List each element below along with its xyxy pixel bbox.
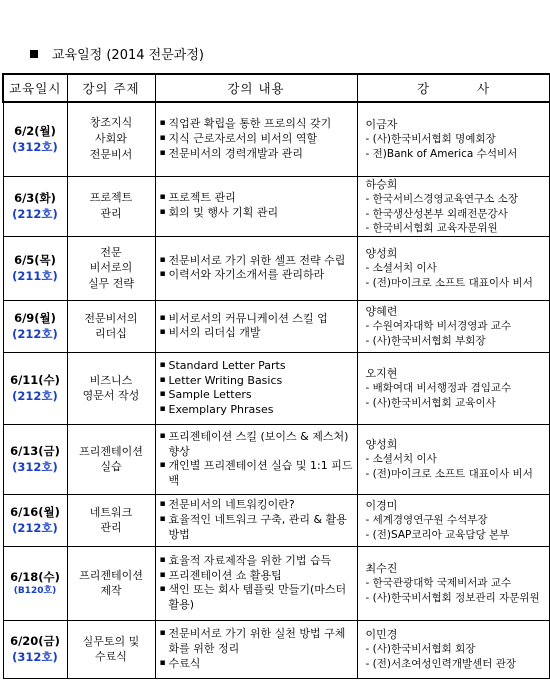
instructor-name: 오지현 <box>365 367 398 381</box>
date-cell <box>3 176 67 236</box>
instructor-name: 양혜련 <box>365 305 398 319</box>
date-text: 6/18(수) <box>10 569 60 584</box>
instructor-description: - (사)한국비서협회 회장 <box>365 643 476 656</box>
topic-cell <box>67 176 155 236</box>
content-item: ▪ Letter Writing Basics <box>160 374 354 389</box>
topic-cell <box>67 102 155 176</box>
topic-cell <box>67 236 155 300</box>
instructor-description: - (전)마이크로 소프트 대표이사 비서 <box>365 277 533 290</box>
header-content: 강의 내용 <box>155 74 357 102</box>
topic-cell <box>67 620 155 678</box>
schedule-table <box>2 73 550 679</box>
section-title: 교육일정 (2014 전문과정) <box>52 48 204 63</box>
topic-cell <box>67 424 155 494</box>
content-list <box>160 254 354 284</box>
date-text: 6/5(목) <box>14 252 56 267</box>
square-bullet-icon <box>30 50 38 58</box>
content-cell <box>155 236 357 300</box>
content-cell <box>155 300 357 352</box>
content-item: ▪ 개인별 프리젠테이션 실습 및 1:1 피드백 <box>160 459 354 489</box>
content-cell <box>155 494 357 546</box>
room-text: (312호) <box>12 650 58 665</box>
content-item: ▪ 효율적인 네트워크 구축, 관리 & 활용 방법 <box>160 513 354 543</box>
instructor-description: - 한국관광대학 국제비서과 교수 <box>365 577 512 590</box>
topic-cell <box>67 300 155 352</box>
instructor-cell <box>357 352 549 424</box>
room-text: (212호) <box>12 207 58 222</box>
instructor-description: - 한국비서협회 교육자문위원 <box>365 222 498 235</box>
content-cell <box>155 546 357 620</box>
topic-line: 수료식 <box>95 650 127 664</box>
content-list <box>160 117 354 162</box>
topic-cell <box>67 546 155 620</box>
content-item: ▪ 전문비서로 가기 위한 셀프 전략 수립 <box>160 254 354 269</box>
topic-line: 실습 <box>100 460 122 474</box>
instructor-cell <box>357 300 549 352</box>
content-cell <box>155 424 357 494</box>
content-cell <box>155 352 357 424</box>
content-list <box>160 498 354 543</box>
instructor-name: 이경미 <box>365 499 398 513</box>
date-cell <box>3 620 67 678</box>
content-cell <box>155 102 357 176</box>
content-cell <box>155 620 357 678</box>
section-heading <box>30 44 204 63</box>
topic-line: 실무 전략 <box>87 277 134 291</box>
topic-line: 영문서 작성 <box>82 389 140 403</box>
content-item: ▪ 이력서와 자기소개서를 관리하라 <box>160 268 354 283</box>
content-list <box>160 430 354 489</box>
content-item: ▪ 프로젝트 관리 <box>160 191 354 206</box>
topic-cell <box>67 494 155 546</box>
topic-line: 비서로의 <box>89 261 133 275</box>
content-item: ▪ 전문비서의 네트워킹이란? <box>160 498 354 513</box>
content-item: ▪ 프리젠테이션 스킬 (보이스 & 제스처)향상 <box>160 430 354 460</box>
instructor-cell <box>357 546 549 620</box>
content-item: ▪ 비서의 리더십 개발 <box>160 326 354 341</box>
table-row <box>3 352 549 424</box>
instructor-name: 이민경 <box>365 628 398 642</box>
content-item: ▪ 효율적 자료제작을 위한 기법 습득 <box>160 554 354 569</box>
instructor-description: - 한국생산성본부 외래전문강사 <box>365 207 508 220</box>
instructor-description: - 배화여대 비서행정과 겸임교수 <box>365 382 512 395</box>
topic-line: 전문 <box>100 245 122 259</box>
instructor-description: - 소셜서치 이사 <box>365 262 437 275</box>
room-text: (312호) <box>12 140 58 155</box>
instructor-name: 양성희 <box>365 247 398 261</box>
table-row <box>3 494 549 546</box>
topic-line: 관리 <box>100 207 122 221</box>
instructor-description: - 전)Bank of America 수석비서 <box>365 147 518 160</box>
instructor-description: - 한국서비스경영교육연구소 소장 <box>365 192 518 205</box>
instructor-description: - (사)한국비서협회 명예회장 <box>365 133 496 146</box>
date-text: 6/11(수) <box>10 372 60 387</box>
date-cell <box>3 424 67 494</box>
table-row <box>3 176 549 236</box>
header-row <box>3 74 549 102</box>
table-row <box>3 424 549 494</box>
instructor-description: - (사)한국비서협회 교육이사 <box>365 397 496 410</box>
topic-line: 사회와 <box>95 132 127 146</box>
date-text: 6/2(월) <box>14 123 56 138</box>
content-item: ▪ 전문비서의 경력개발과 관리 <box>160 147 354 162</box>
content-list <box>160 359 354 418</box>
content-item: ▪ 전문비서로 가기 위한 실천 방법 구체화를 위한 정리 <box>160 627 354 657</box>
instructor-name: 최수진 <box>365 562 398 576</box>
content-item: ▪ 지식 근로자로서의 비서의 역할 <box>160 132 354 147</box>
instructor-name: 하승희 <box>365 177 398 191</box>
instructor-description: - (전)마이크로 소프트 대표이사 비서 <box>365 468 533 481</box>
date-text: 6/9(월) <box>14 310 56 325</box>
content-list <box>160 191 354 221</box>
table-row <box>3 546 549 620</box>
topic-line: 창조지식 <box>89 116 133 130</box>
topic-line: 전문비서의 <box>84 311 138 325</box>
content-item: ▪ 직업관 확립을 통한 프로의식 갖기 <box>160 117 354 132</box>
topic-line: 프로젝트 <box>89 191 133 205</box>
instructor-cell <box>357 102 549 176</box>
date-cell <box>3 300 67 352</box>
topic-line: 프리젠테이션 <box>79 568 143 582</box>
instructor-cell <box>357 236 549 300</box>
instructor-cell <box>357 494 549 546</box>
content-item: ▪ Exemplary Phrases <box>160 403 354 418</box>
table-row <box>3 102 549 176</box>
content-list <box>160 554 354 613</box>
topic-line: 프리젠테이션 <box>79 444 143 458</box>
instructor-description: - (사)한국비서협회 부회장 <box>365 335 486 348</box>
topic-line: 네트워크 <box>89 505 133 519</box>
header-topic: 강의 주제 <box>67 74 155 102</box>
instructor-cell <box>357 620 549 678</box>
room-text: (312호) <box>12 460 58 475</box>
instructor-description: - 소셜서치 이사 <box>365 453 437 466</box>
instructor-cell <box>357 424 549 494</box>
topic-line: 제작 <box>100 584 122 598</box>
header-instructor: 강 사 <box>357 74 549 102</box>
instructor-cell <box>357 176 549 236</box>
topic-line: 관리 <box>100 521 122 535</box>
content-item: ▪ 회의 및 행사 기획 관리 <box>160 206 354 221</box>
date-text: 6/16(월) <box>10 504 60 519</box>
room-text: (211호) <box>12 269 58 284</box>
content-item: ▪ 프리젠테이션 쇼 활용팁 <box>160 569 354 584</box>
topic-line: 실무토의 및 <box>82 634 140 648</box>
date-cell <box>3 546 67 620</box>
content-item: ▪ Standard Letter Parts <box>160 359 354 374</box>
table-row <box>3 236 549 300</box>
header-date: 교육일시 <box>3 74 67 102</box>
date-text: 6/20(금) <box>10 633 60 648</box>
table-row <box>3 300 549 352</box>
topic-line: 비즈니스 <box>89 373 133 387</box>
topic-line: 리더십 <box>95 327 127 341</box>
table-row <box>3 620 549 678</box>
topic-cell <box>67 352 155 424</box>
content-item: ▪ 비서로서의 커뮤니케이션 스킬 업 <box>160 312 354 327</box>
instructor-name: 이금자 <box>365 117 398 131</box>
instructor-description: - (사)한국비서협회 정보관리 자문위원 <box>365 592 540 605</box>
room-text: (B120호) <box>13 586 57 597</box>
content-item: ▪ Sample Letters <box>160 388 354 403</box>
room-text: (212호) <box>12 521 58 536</box>
topic-line: 전문비서 <box>89 148 133 162</box>
instructor-description: - (전)SAP코리아 교육담당 본부 <box>365 529 510 542</box>
content-item: ▪ 수료식 <box>160 657 354 672</box>
date-text: 6/13(금) <box>10 443 60 458</box>
content-item: ▪ 색인 또는 회사 템플릿 만들기(마스터 활용) <box>160 583 354 613</box>
date-cell <box>3 494 67 546</box>
room-text: (212호) <box>12 327 58 342</box>
instructor-description: - 세계경영연구원 수석부장 <box>365 514 488 527</box>
instructor-name: 양성희 <box>365 438 398 452</box>
content-list <box>160 312 354 342</box>
room-text: (212호) <box>12 389 58 404</box>
content-cell <box>155 176 357 236</box>
instructor-description: - (전)서초여성인력개발센터 관장 <box>365 658 517 671</box>
instructor-description: - 수원여자대학 비서경영과 교수 <box>365 320 512 333</box>
date-cell <box>3 236 67 300</box>
date-cell <box>3 102 67 176</box>
date-text: 6/3(화) <box>14 190 56 205</box>
content-list <box>160 627 354 672</box>
date-cell <box>3 352 67 424</box>
